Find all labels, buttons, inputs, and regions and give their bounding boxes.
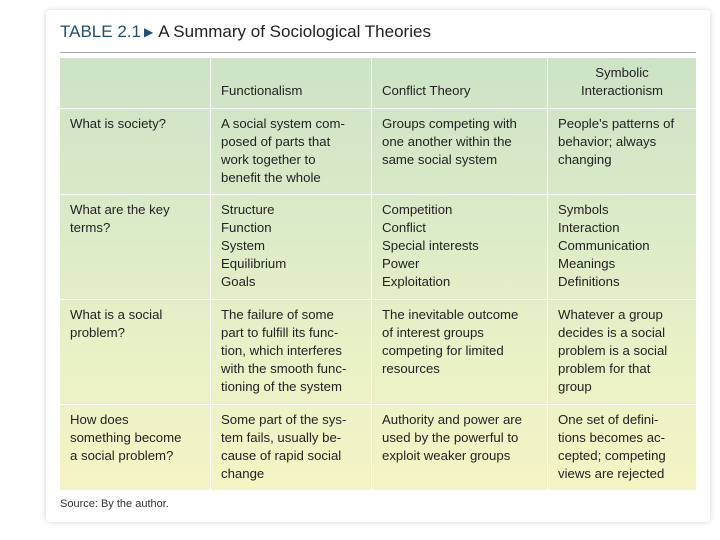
symbolic-interactionism-cell: [548, 404, 697, 490]
cell-line: What is a social: [70, 306, 163, 322]
cell-line: changing: [558, 152, 612, 167]
cell-line: Meanings: [558, 256, 616, 272]
conflict-theory-cell: [372, 109, 548, 195]
row-question-cell: [60, 195, 211, 300]
table-card: [46, 10, 710, 522]
functionalism-cell: [211, 195, 372, 300]
cell-line: same social system: [382, 152, 498, 167]
table-title-text: A Summary of Sociological Theories: [158, 22, 431, 41]
conflict-theory-cell: [372, 195, 548, 300]
cell-line: Conflict: [382, 220, 426, 236]
cell-line: Some part of the sys-: [221, 411, 347, 427]
cell-line: Symbols: [558, 202, 609, 218]
header-conflict-theory: Conflict Theory: [372, 58, 548, 109]
cell-line: problem for that: [558, 360, 651, 376]
table-title: [60, 22, 431, 42]
cell-line: Definitions: [558, 274, 620, 290]
header-row: [60, 58, 696, 109]
play-arrow-icon: ▶: [143, 25, 154, 39]
header-empty: [60, 58, 211, 109]
table-row: [60, 195, 696, 300]
cell-line: Authority and power are: [382, 411, 523, 427]
conflict-theory-cell: [372, 404, 548, 490]
conflict-theory-cell: [372, 299, 548, 404]
cell-line: decides is a social: [558, 324, 666, 340]
cell-line: change: [221, 465, 265, 481]
cell-line: work together to: [221, 152, 316, 167]
cell-line: System: [221, 238, 265, 254]
symbolic-interactionism-cell: [548, 299, 697, 404]
cell-line: with the smooth func-: [221, 360, 347, 376]
header-symbolic-line: Symbolic: [595, 65, 649, 80]
cell-line: Equilibrium: [221, 256, 287, 272]
cell-line: behavior; always: [558, 134, 657, 149]
cell-line: exploit weaker groups: [382, 447, 511, 463]
cell-line: Structure: [221, 202, 275, 218]
table-row: [60, 299, 696, 404]
cell-line: posed of parts that: [221, 134, 331, 149]
symbolic-interactionism-cell: [548, 109, 697, 195]
cell-line: benefit the whole: [221, 170, 321, 185]
theories-table: [60, 58, 696, 490]
cell-line: tem fails, usually be-: [221, 429, 342, 445]
cell-line: What are the key: [70, 202, 170, 218]
table-row: [60, 109, 696, 195]
cell-line: tion, which interferes: [221, 342, 342, 358]
cell-line: part to fulfill its func-: [221, 324, 339, 340]
cell-line: something become: [70, 429, 182, 445]
cell-line: resources: [382, 360, 440, 376]
cell-line: views are rejected: [558, 465, 665, 481]
cell-line: Goals: [221, 274, 256, 290]
cell-line: Function: [221, 220, 272, 236]
cell-line: Whatever a group: [558, 306, 663, 322]
cell-line: terms?: [70, 220, 111, 236]
header-functionalism: Functionalism: [211, 58, 372, 109]
cell-line: problem is a social: [558, 342, 668, 358]
cell-line: The failure of some: [221, 306, 334, 322]
cell-line: a social problem?: [70, 447, 174, 463]
cell-line: cepted; competing: [558, 447, 666, 463]
cell-line: The inevitable outcome: [382, 306, 519, 322]
cell-line: A social system com-: [221, 116, 345, 131]
title-divider: [60, 52, 696, 53]
symbolic-interactionism-cell: [548, 195, 697, 300]
cell-line: one another within the: [382, 134, 512, 149]
cell-line: problem?: [70, 324, 125, 340]
cell-line: Special interests: [382, 238, 479, 254]
cell-line: Groups competing with: [382, 116, 517, 131]
cell-line: Competition: [382, 202, 453, 218]
cell-line: What is society?: [70, 116, 167, 131]
row-question-cell: [60, 109, 211, 195]
cell-line: People's patterns of: [558, 116, 675, 131]
cell-line: of interest groups: [382, 324, 484, 340]
source-note: Source: By the author.: [60, 498, 169, 510]
cell-line: Interaction: [558, 220, 620, 236]
cell-line: tions becomes ac-: [558, 429, 666, 445]
table-row: [60, 404, 696, 490]
functionalism-cell: [211, 404, 372, 490]
row-question-cell: [60, 299, 211, 404]
functionalism-cell: [211, 299, 372, 404]
cell-line: used by the powerful to: [382, 429, 519, 445]
cell-line: tioning of the system: [221, 378, 342, 394]
row-question-cell: [60, 404, 211, 490]
table-number: TABLE 2.1: [60, 22, 141, 41]
cell-line: How does: [70, 411, 129, 427]
cell-line: cause of rapid social: [221, 447, 342, 463]
cell-line: group: [558, 378, 592, 394]
cell-line: Power: [382, 256, 420, 272]
cell-line: Exploitation: [382, 274, 451, 290]
cell-line: One set of defini-: [558, 411, 659, 427]
functionalism-cell: [211, 109, 372, 195]
header-symbolic-interactionism: [548, 58, 697, 109]
header-symbolic-line: Interactionism: [580, 83, 664, 98]
cell-line: Communication: [558, 238, 650, 254]
cell-line: competing for limited: [382, 342, 504, 358]
